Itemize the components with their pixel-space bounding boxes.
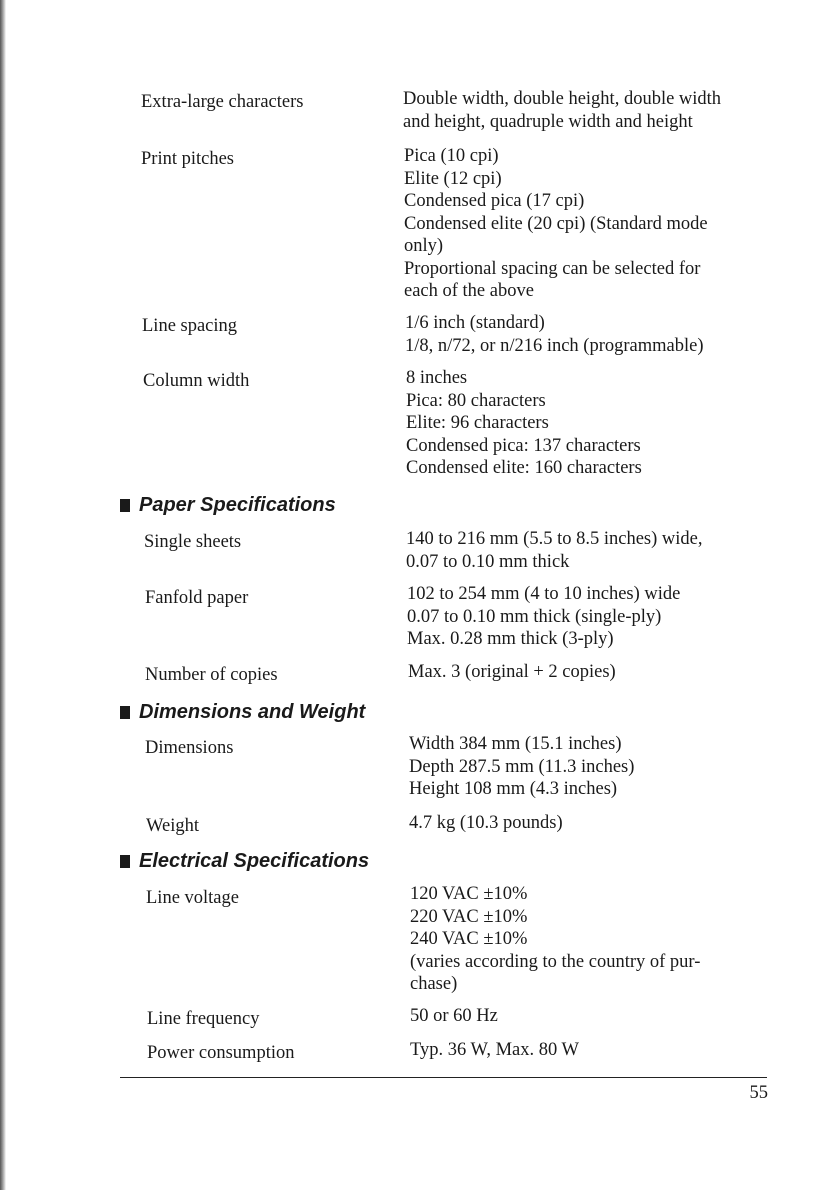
value-line: Elite: 96 characters: [406, 413, 549, 433]
value-line: 120 VAC ±10%: [410, 884, 528, 904]
value-line: Elite (12 cpi): [404, 168, 502, 189]
spec-label-print-pitches: Print pitches: [141, 149, 235, 169]
spec-value-extra-large: [403, 88, 721, 133]
value-line: 4.7 kg (10.3 pounds): [409, 813, 563, 833]
spec-label-line-frequency: Line frequency: [147, 1009, 260, 1029]
value-line: 0.07 to 0.10 mm thick: [406, 551, 570, 572]
section-heading-dimensions: [120, 700, 365, 724]
value-line: Double width, double height, double width: [403, 89, 722, 109]
spec-value-single-sheets: [406, 528, 702, 573]
value-line: Depth 287.5 mm (11.3 inches): [409, 756, 635, 777]
spec-label-line-spacing: Line spacing: [142, 316, 238, 336]
scan-edge: [0, 0, 6, 1190]
value-line: 220 VAC ±10%: [410, 906, 528, 927]
value-line: 240 VAC ±10%: [410, 929, 528, 949]
value-line: (varies according to the country of pur-: [410, 951, 701, 972]
value-line: Condensed elite (20 cpi) (Standard mode: [404, 213, 708, 234]
spec-value-column-width: [406, 367, 642, 480]
spec-label-power-consumption: Power consumption: [147, 1043, 295, 1063]
value-line: Proportional spacing can be selected for: [404, 258, 701, 279]
section-heading-electrical: [120, 849, 369, 873]
value-line: Typ. 36 W, Max. 80 W: [410, 1040, 579, 1060]
spec-label-fanfold-paper: Fanfold paper: [145, 588, 249, 608]
spec-label-weight: Weight: [146, 816, 199, 836]
spec-label-extra-large: Extra-large characters: [141, 92, 304, 112]
value-line: Condensed pica: 137 characters: [406, 435, 641, 456]
spec-value-line-frequency: [410, 1005, 498, 1028]
spec-value-line-voltage: [410, 883, 700, 996]
value-line: Condensed elite: 160 characters: [406, 458, 642, 478]
spec-value-print-pitches: [404, 145, 708, 303]
value-line: each of the above: [404, 281, 534, 301]
spec-label-single-sheets: Single sheets: [144, 532, 242, 552]
value-line: 0.07 to 0.10 mm thick (single-ply): [407, 606, 662, 627]
spec-value-fanfold-paper: [407, 583, 680, 651]
value-line: 102 to 254 mm (4 to 10 inches) wide: [407, 584, 681, 604]
spec-label-dimensions: Dimensions: [145, 738, 234, 758]
value-line: Height 108 mm (4.3 inches): [409, 779, 618, 799]
value-line: 140 to 216 mm (5.5 to 8.5 inches) wide,: [406, 529, 703, 549]
value-line: Pica: 80 characters: [406, 390, 546, 411]
section-heading-paper: [120, 493, 336, 517]
value-line: Condensed pica (17 cpi): [404, 191, 585, 211]
value-line: Max. 0.28 mm thick (3-ply): [407, 629, 614, 649]
value-line: 50 or 60 Hz: [410, 1006, 498, 1026]
value-line: Max. 3 (original + 2 copies): [408, 662, 616, 682]
spec-label-column-width: Column width: [143, 371, 250, 391]
value-line: chase): [410, 974, 458, 994]
square-bullet-icon: [120, 855, 130, 868]
spec-value-dimensions: [409, 733, 634, 801]
square-bullet-icon: [120, 706, 130, 719]
value-line: and height, quadruple width and height: [403, 111, 693, 132]
section-title: Electrical Specifications: [139, 850, 370, 872]
footer-rule: [120, 1077, 767, 1078]
spec-value-weight: [409, 812, 563, 835]
spec-value-line-spacing: [405, 312, 704, 357]
spec-value-power-consumption: [410, 1039, 579, 1062]
value-line: Pica (10 cpi): [404, 146, 499, 166]
square-bullet-icon: [120, 499, 130, 512]
value-line: Width 384 mm (15.1 inches): [409, 734, 622, 754]
value-line: 1/6 inch (standard): [405, 313, 545, 333]
value-line: 8 inches: [406, 368, 468, 388]
spec-value-number-of-copies: [408, 661, 616, 684]
value-line: only): [404, 236, 444, 256]
section-title: Dimensions and Weight: [139, 701, 366, 723]
section-title: Paper Specifications: [139, 494, 336, 516]
spec-label-number-of-copies: Number of copies: [145, 665, 278, 685]
spec-label-line-voltage: Line voltage: [146, 888, 239, 908]
value-line: 1/8, n/72, or n/216 inch (programmable): [405, 335, 704, 356]
page-number: 55: [749, 1083, 768, 1103]
